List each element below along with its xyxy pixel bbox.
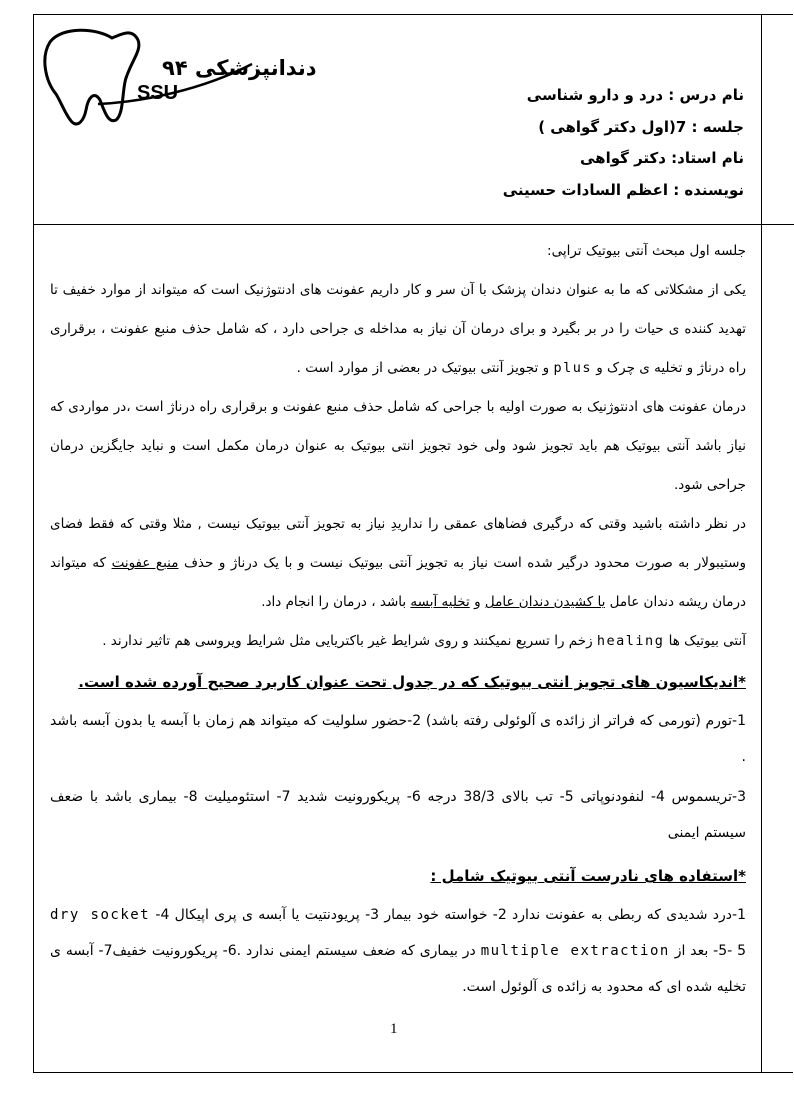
- tooth-logo: [42, 20, 317, 130]
- page-border-left: [33, 14, 34, 1072]
- misuse-heading-text: *استفاده های نادرست آنتی بیوتیک شامل :: [430, 867, 746, 885]
- paragraph-vestibular-c: و: [474, 594, 481, 610]
- writer-name: نویسنده : اعظم السادات حسینی: [502, 180, 744, 199]
- document-body: [50, 232, 746, 1005]
- misuse-heading: [50, 859, 746, 893]
- misuse-list-a: 1-درد شدیدی که ربطی به عفونت ندارد 2- خواسته خود بیمار 3- پریودنتیت یا آبسه ی پری اپیکال 4-: [155, 907, 746, 923]
- paragraph-healing-a: آنتی بیوتیک ها: [668, 633, 746, 649]
- course-name: نام درس : درد و دارو شناسی: [526, 86, 744, 104]
- header-divider: [33, 224, 794, 225]
- logo-abbr: SSU: [137, 82, 179, 104]
- paragraph-vestibular: [50, 505, 746, 622]
- paragraph-intro: جلسه اول مبحث آنتی بیوتیک تراپی:: [547, 243, 746, 259]
- paragraph-healing-b: زخم را تسریع نمیکنند و روی شرایط غیر باکتریایی مثل شرایط ویروسی هم تاثیر ندارند .: [102, 633, 593, 649]
- underlined-abscess: تخلیه آبسه: [410, 594, 470, 610]
- misuse-list-c: در بیماری که ضعف سیستم ایمنی ندارد .6- پریکورونیت خفیف7- آبسه ی تخلیه شده ای که محدود به زائده ی آلوئول است.: [50, 943, 746, 995]
- misuse-list-b: 5- 5- بعد از: [674, 943, 747, 959]
- latin-term-healing: healing: [596, 633, 665, 649]
- teacher-name: نام استاد: دکتر گواهی: [580, 149, 744, 167]
- paragraph-vestibular-a: در نظر داشته باشید وقتی که درگیری فضاهای عمقی را نداریدِ نیاز به تجویز آنتی بیوتیک نیست , مثلا وقتی که فقط فضای وستیبولار به صورت محدود درگیر شده است نیاز به تجویز آنتی بیوتیک نیست و با یک درناژ و حذف: [50, 516, 746, 571]
- indications-list-2: 3-تریسموس 4- لنفودنوپاتی 5- تب بالای 38/3 درجه 6- پریکورونیت شدید 7- استئومیلیت 8- بیماری باشد با ضعف سیستم ایمنی: [50, 789, 746, 841]
- page-number: 1: [390, 1021, 398, 1037]
- paragraph-treatment: درمان عفونت های ادنتوژنیک به صورت اولیه با جراحی که شامل حذف منبع عفونت و برقراری راه درناژ است ،در مواردی که نیاز باشد آنتی بیوتیک هم باید تجویز شود ولی خود تجویز انتی بیوتیک به عنوان درمان مکمل است و نباید جایگزین درمان جراحی شود.: [50, 399, 746, 493]
- session-info: جلسه : 7(اول دکتر گواهی ): [538, 117, 744, 136]
- page-border-bottom: [33, 1072, 793, 1073]
- indications-list-1: 1-تورم (تورمی که فراتر از زائده ی آلوئولی رفته باشد) 2-حضور سلولیت که میتواند هم زمان با آبسه یا بدون آبسه باشد .: [50, 713, 747, 765]
- underlined-extraction: یا کشیدن دندان عامل: [484, 594, 606, 610]
- page-border-top: [33, 14, 793, 15]
- paragraph-vestibular-b: که میتواند درمان ریشه دندان عامل: [50, 555, 746, 610]
- indications-heading-text: *اندیکاسیون های تجویز انتی بیوتیک که در جدول تحت عنوان کاربرد صحیح آورده شده است.: [78, 673, 746, 691]
- paragraph-infections-end: و تجویز آنتی بیوتیک در بعضی از موارد است .: [296, 360, 550, 376]
- misuse-list: [50, 897, 746, 1005]
- latin-term-dry-socket: dry socket: [50, 907, 151, 923]
- indications-heading: [50, 665, 746, 699]
- paragraph-infections-text: یکی از مشکلاتی که ما به عنوان دندان پزشک با آن سر و کار داریم عفونت های ادنتوژنیک است که میتواند از موارد خفیف تا تهدید کننده ی حیات را در بر بگیرد و برای درمان آن نیاز به مداخله ی جراحی دارد ، که شامل حذف منبع عفونت ، برقراری راه درناژ و تخلیه ی چرک و: [50, 282, 746, 376]
- page-border-right: [761, 14, 762, 1072]
- latin-term-multiple-extraction: multiple extraction: [480, 943, 670, 959]
- paragraph-vestibular-d: باشد ، درمان را انجام داد.: [261, 594, 407, 610]
- paragraph-healing: [50, 622, 746, 661]
- underlined-source: منبع عفونت: [111, 555, 179, 571]
- latin-term-plus: plus: [553, 360, 592, 376]
- logo-title: دندانپزشکی ۹۴: [162, 56, 317, 80]
- paragraph-infections: [50, 271, 746, 388]
- document-header: [324, 80, 744, 206]
